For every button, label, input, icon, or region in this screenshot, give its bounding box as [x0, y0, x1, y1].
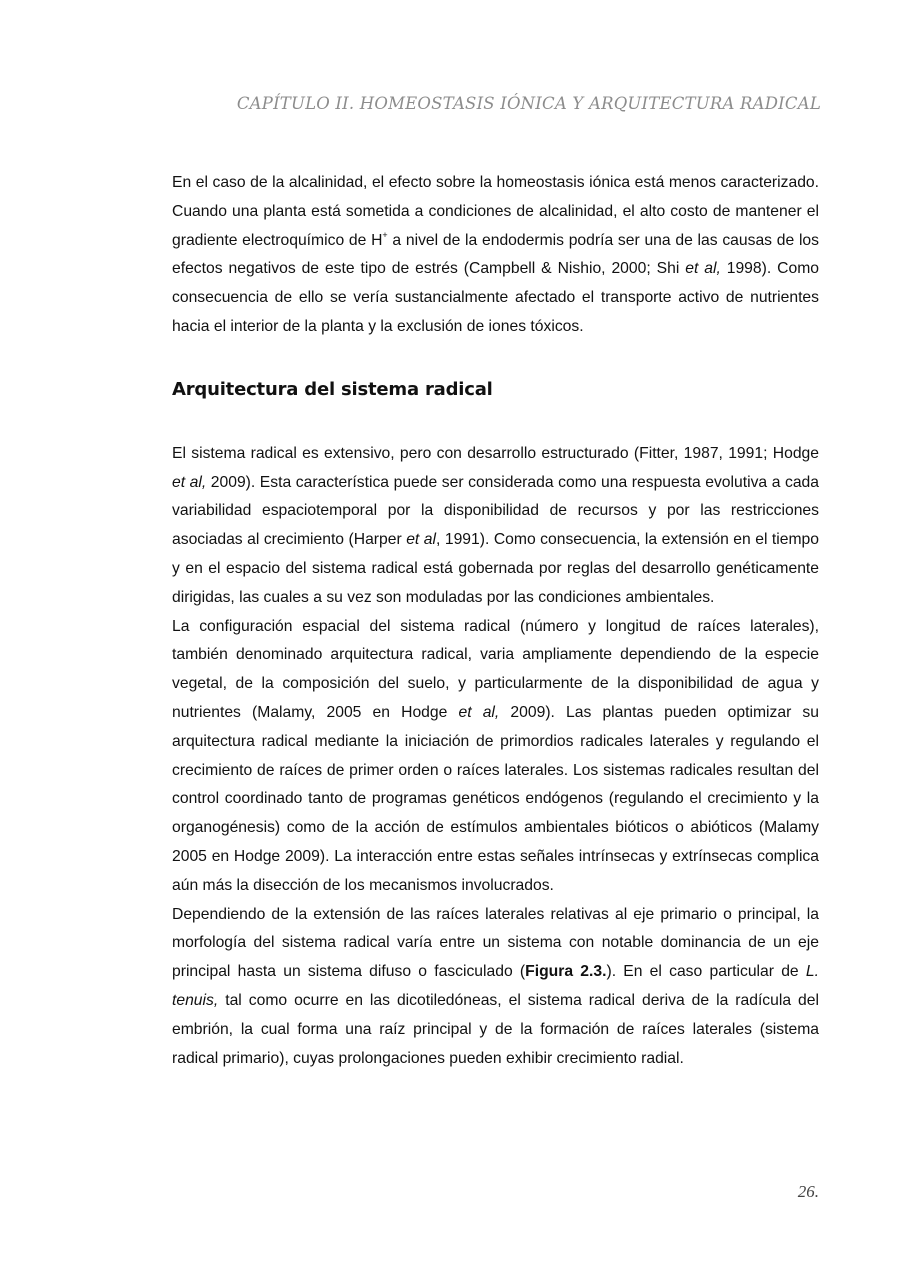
italic-citation: et al, [172, 473, 207, 491]
text-run: 2009). Las plantas pueden optimizar su arquitectura radical mediante la iniciación de primordios radicales laterales y regulando el crecimiento de raíces de primer orden o raíces laterales. Los sistemas radicales resultan del control coordinado tanto de programas genéticos endógenos (regulando el crecimiento y la organogénesis) como de la acción de estímulos ambientales bióticos o abióticos (Malamy 2005 en Hodge 2009). La interacción entre estas señales intrínsecas y extrínsecas complica aún más la disección de los mecanismos involucrados. [172, 703, 820, 894]
spacer [172, 404, 819, 440]
text-run: El sistema radical es extensivo, pero con desarrollo estructurado (Fitter, 1987, 1991; Hodge [172, 444, 819, 462]
superscript: + [382, 229, 388, 240]
paragraph-configuracion [172, 613, 819, 901]
section-heading: Arquitectura del sistema radical [172, 378, 493, 400]
italic-citation: et al, [458, 703, 500, 721]
paragraph-alcalinidad [172, 169, 819, 342]
text-run: La configuración espacial del sistema radical (número y longitud de raíces laterales), también denominado arquitectura radical, varia ampliamente dependiendo de la especie vegetal, de la composición del suelo, y particularmente de la disponibilidad de agua y nutrientes (Malamy, 2005 en Hodge [172, 617, 819, 721]
text-run: tal como ocurre en las dicotiledóneas, el sistema radical deriva de la radícula del embrión, la cual forma una raíz principal y de la formación de raíces laterales (sistema radical primario), cuyas prolongaciones pueden exhibir crecimiento radial. [172, 991, 819, 1067]
body-text [172, 169, 819, 1073]
text-run: 1998). Como consecuencia de ello se vería sustancialmente afectado el transporte activo de nutrientes hacia el interior de la planta y la exclusión de iones tóxicos. [172, 260, 819, 335]
text-run: , 1991). Como consecuencia, la extensión en el tiempo y en el espacio del sistema radical está gobernada por reglas del desarrollo genéticamente dirigidas, las cuales a su vez son moduladas por las condiciones ambientales. [172, 531, 820, 606]
text-run: 2009). Esta característica puede ser considerada como una respuesta evolutiva a cada variabilidad espaciotemporal por la disponibilidad de recursos y por las restricciones asociadas al crecimiento (Harper [172, 473, 819, 549]
text-run: Dependiendo de la extensión de las raíces laterales relativas al eje primario o principal, la morfología del sistema radical varía entre un sistema con notable dominancia de un eje principal hasta un sistema difuso o fasciculado ( [172, 905, 819, 981]
paragraph-sistema-radical [172, 440, 819, 613]
running-header: CAPÍTULO II. HOMEOSTASIS IÓNICA Y ARQUITECTURA RADICAL [236, 94, 821, 113]
spacer [172, 342, 819, 376]
page-number: 26. [797, 1182, 819, 1201]
figure-reference: Figura 2.3. [525, 963, 607, 981]
paragraph-morfologia [172, 901, 819, 1074]
text-run: En el caso de la alcalinidad, el efecto sobre la homeostasis iónica está menos caracterizado. Cuando una planta está sometida a condiciones de alcalinidad, el alto costo de mantener el gradiente electroquímico de H [172, 174, 819, 249]
italic-species-name: L. tenuis, [172, 963, 819, 1009]
italic-citation: et al [406, 531, 436, 549]
italic-citation: et al, [685, 260, 721, 278]
text-run: a nivel de la endodermis podría ser una de las causas de los efectos negativos de este tipo de estrés (Campbell & Nishio, 2000; Shi [172, 231, 819, 278]
text-run: ). En el caso particular de [606, 963, 806, 981]
